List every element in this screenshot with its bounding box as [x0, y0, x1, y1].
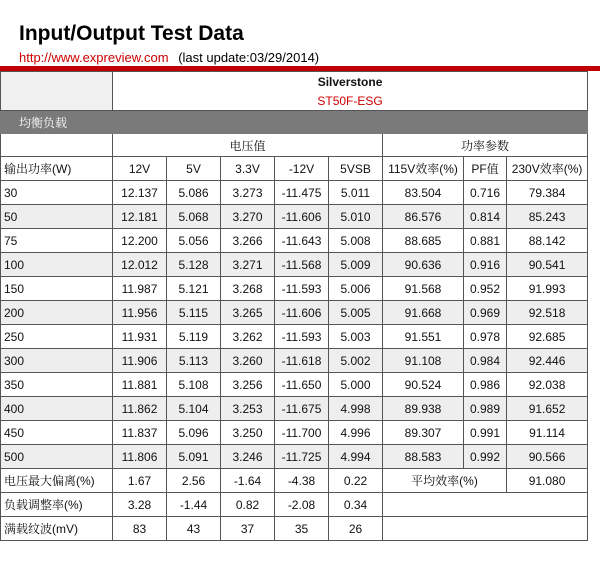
table-cell: 86.576 — [383, 205, 464, 229]
table-cell: 5.128 — [167, 253, 221, 277]
row-label: 350 — [1, 373, 113, 397]
brand-model: ST50F-ESG — [113, 91, 588, 111]
column-header-row — [1, 157, 588, 181]
table-row — [1, 397, 588, 421]
table-cell: 3.256 — [221, 373, 275, 397]
table-cell: 5.113 — [167, 349, 221, 373]
table-cell: 3.265 — [221, 301, 275, 325]
table-cell: 5.008 — [329, 229, 383, 253]
table-row — [1, 229, 588, 253]
table-cell: 12.200 — [113, 229, 167, 253]
table-cell: -11.675 — [275, 397, 329, 421]
table-cell: 0.716 — [464, 181, 507, 205]
summary-row-deviation — [1, 469, 588, 493]
table-cell: -11.650 — [275, 373, 329, 397]
table-cell: 3.271 — [221, 253, 275, 277]
table-cell: 3.246 — [221, 445, 275, 469]
table-cell: 5.009 — [329, 253, 383, 277]
row-label: 100 — [1, 253, 113, 277]
summary-cell: 83 — [113, 517, 167, 541]
column-header: 输出功率(W) — [1, 157, 113, 181]
table-cell: 83.504 — [383, 181, 464, 205]
table-cell: 92.685 — [507, 325, 588, 349]
table-cell: 5.000 — [329, 373, 383, 397]
table-cell: 88.685 — [383, 229, 464, 253]
table-cell: 92.038 — [507, 373, 588, 397]
table-cell: 3.260 — [221, 349, 275, 373]
table-cell: 5.119 — [167, 325, 221, 349]
table-cell: 5.003 — [329, 325, 383, 349]
group-voltage-header: 电压值 — [113, 134, 383, 157]
column-header: 5V — [167, 157, 221, 181]
table-cell: 11.956 — [113, 301, 167, 325]
summary-row-ripple — [1, 517, 588, 541]
table-cell: 5.121 — [167, 277, 221, 301]
column-header: PF值 — [464, 157, 507, 181]
table-cell: 0.992 — [464, 445, 507, 469]
table-cell: 3.270 — [221, 205, 275, 229]
table-cell: 0.978 — [464, 325, 507, 349]
table-cell: 0.881 — [464, 229, 507, 253]
column-header: 3.3V — [221, 157, 275, 181]
table-cell: -11.606 — [275, 301, 329, 325]
brand-name: Silverstone — [113, 72, 588, 92]
last-update-text: (last update:03/29/2014) — [178, 50, 320, 65]
table-cell: 90.541 — [507, 253, 588, 277]
avg-efficiency-label: 平均效率(%) — [383, 469, 507, 493]
page-header — [0, 0, 600, 66]
summary-label: 满载纹波(mV) — [1, 517, 113, 541]
table-cell: 92.518 — [507, 301, 588, 325]
table-cell: 11.881 — [113, 373, 167, 397]
summary-cell: 0.34 — [329, 493, 383, 517]
table-cell: 5.115 — [167, 301, 221, 325]
summary-cell: 1.67 — [113, 469, 167, 493]
table-cell: -11.593 — [275, 325, 329, 349]
table-cell: 91.993 — [507, 277, 588, 301]
table-cell: 0.969 — [464, 301, 507, 325]
table-cell: 12.181 — [113, 205, 167, 229]
table-cell: 91.108 — [383, 349, 464, 373]
row-label: 400 — [1, 397, 113, 421]
table-cell: 92.446 — [507, 349, 588, 373]
group-power-header: 功率参数 — [383, 134, 588, 157]
empty-cell — [383, 517, 588, 541]
table-row — [1, 253, 588, 277]
section-title: 均衡负载 — [1, 111, 588, 134]
table-cell: 90.636 — [383, 253, 464, 277]
summary-cell: -2.08 — [275, 493, 329, 517]
table-cell: 79.384 — [507, 181, 588, 205]
table-cell: 89.938 — [383, 397, 464, 421]
row-label: 50 — [1, 205, 113, 229]
table-cell: 3.266 — [221, 229, 275, 253]
table-cell: -11.593 — [275, 277, 329, 301]
table-cell: -11.568 — [275, 253, 329, 277]
group-spacer-cell — [1, 134, 113, 157]
table-cell: 4.994 — [329, 445, 383, 469]
table-row — [1, 205, 588, 229]
avg-efficiency-value: 91.080 — [507, 469, 588, 493]
table-cell: 91.652 — [507, 397, 588, 421]
table-cell: 11.862 — [113, 397, 167, 421]
table-cell: 5.108 — [167, 373, 221, 397]
table-cell: 5.068 — [167, 205, 221, 229]
table-cell: 85.243 — [507, 205, 588, 229]
table-cell: 0.991 — [464, 421, 507, 445]
table-row — [1, 277, 588, 301]
table-cell: -11.618 — [275, 349, 329, 373]
column-header: 115V效率(%) — [383, 157, 464, 181]
table-cell: 11.987 — [113, 277, 167, 301]
table-cell: 5.091 — [167, 445, 221, 469]
summary-cell: 2.56 — [167, 469, 221, 493]
table-cell: 0.814 — [464, 205, 507, 229]
table-cell: 91.668 — [383, 301, 464, 325]
table-cell: 5.005 — [329, 301, 383, 325]
site-link[interactable]: http://www.expreview.com — [19, 50, 169, 65]
summary-label: 负载调整率(%) — [1, 493, 113, 517]
row-label: 500 — [1, 445, 113, 469]
test-data-table-container — [0, 71, 600, 541]
table-cell: 11.837 — [113, 421, 167, 445]
table-row — [1, 421, 588, 445]
table-cell: 3.273 — [221, 181, 275, 205]
table-cell: 5.010 — [329, 205, 383, 229]
column-header: 12V — [113, 157, 167, 181]
table-cell: 5.086 — [167, 181, 221, 205]
summary-cell: 37 — [221, 517, 275, 541]
table-row — [1, 325, 588, 349]
table-cell: -11.700 — [275, 421, 329, 445]
summary-cell: 43 — [167, 517, 221, 541]
table-cell: 11.906 — [113, 349, 167, 373]
column-header: 230V效率(%) — [507, 157, 588, 181]
table-row — [1, 349, 588, 373]
table-cell: 3.268 — [221, 277, 275, 301]
table-cell: 0.916 — [464, 253, 507, 277]
column-header: -12V — [275, 157, 329, 181]
table-cell: 90.524 — [383, 373, 464, 397]
table-row — [1, 445, 588, 469]
brand-row-name — [1, 72, 588, 92]
table-cell: 4.998 — [329, 397, 383, 421]
table-cell: 5.011 — [329, 181, 383, 205]
table-cell: 0.952 — [464, 277, 507, 301]
row-label: 75 — [1, 229, 113, 253]
table-cell: -11.725 — [275, 445, 329, 469]
empty-cell — [383, 493, 588, 517]
table-cell: 91.551 — [383, 325, 464, 349]
test-data-table — [0, 71, 588, 541]
table-cell: -11.643 — [275, 229, 329, 253]
table-cell: 5.002 — [329, 349, 383, 373]
table-cell: 12.137 — [113, 181, 167, 205]
summary-label: 电压最大偏离(%) — [1, 469, 113, 493]
table-cell: 0.989 — [464, 397, 507, 421]
table-row — [1, 373, 588, 397]
summary-row-regulation — [1, 493, 588, 517]
table-row — [1, 181, 588, 205]
table-cell: 0.984 — [464, 349, 507, 373]
table-cell: 5.096 — [167, 421, 221, 445]
row-label: 150 — [1, 277, 113, 301]
row-label: 200 — [1, 301, 113, 325]
summary-cell: -1.64 — [221, 469, 275, 493]
table-cell: 11.806 — [113, 445, 167, 469]
header-subline — [19, 50, 319, 65]
row-label: 300 — [1, 349, 113, 373]
table-row — [1, 301, 588, 325]
section-row — [1, 111, 588, 134]
summary-cell: -4.38 — [275, 469, 329, 493]
summary-cell: 3.28 — [113, 493, 167, 517]
table-cell: 0.986 — [464, 373, 507, 397]
table-cell: -11.475 — [275, 181, 329, 205]
row-label: 250 — [1, 325, 113, 349]
table-cell: 4.996 — [329, 421, 383, 445]
table-cell: 11.931 — [113, 325, 167, 349]
table-cell: 5.056 — [167, 229, 221, 253]
table-cell: 3.253 — [221, 397, 275, 421]
summary-cell: 0.82 — [221, 493, 275, 517]
table-cell: 88.583 — [383, 445, 464, 469]
table-cell: 12.012 — [113, 253, 167, 277]
row-label: 450 — [1, 421, 113, 445]
summary-cell: 35 — [275, 517, 329, 541]
summary-cell: -1.44 — [167, 493, 221, 517]
table-cell: 91.114 — [507, 421, 588, 445]
column-header: 5VSB — [329, 157, 383, 181]
page-title: Input/Output Test Data — [19, 22, 244, 45]
table-cell: 3.250 — [221, 421, 275, 445]
table-cell: -11.606 — [275, 205, 329, 229]
table-cell: 90.566 — [507, 445, 588, 469]
table-cell: 5.006 — [329, 277, 383, 301]
brand-spacer-cell — [1, 72, 113, 111]
summary-cell: 0.22 — [329, 469, 383, 493]
table-cell: 89.307 — [383, 421, 464, 445]
group-header-row — [1, 134, 588, 157]
summary-cell: 26 — [329, 517, 383, 541]
table-cell: 3.262 — [221, 325, 275, 349]
table-cell: 88.142 — [507, 229, 588, 253]
table-cell: 91.568 — [383, 277, 464, 301]
table-cell: 5.104 — [167, 397, 221, 421]
row-label: 30 — [1, 181, 113, 205]
